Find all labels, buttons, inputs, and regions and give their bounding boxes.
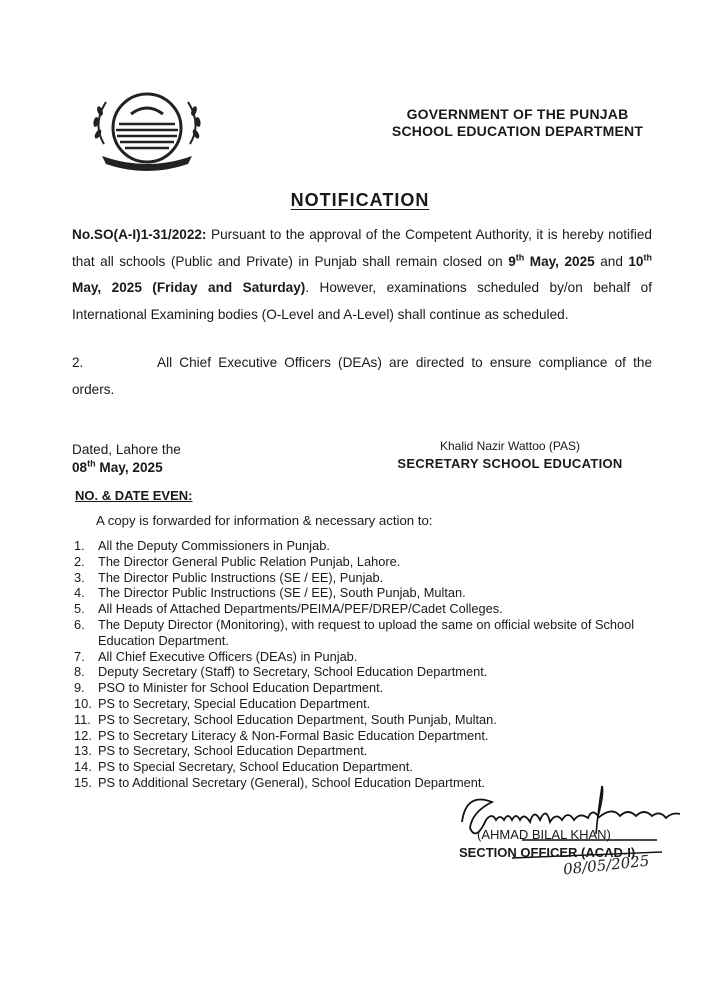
list-item-number: 11. (74, 711, 91, 727)
list-item (74, 538, 674, 554)
secretary-block (380, 438, 640, 472)
dated-place: Dated, Lahore the (72, 442, 181, 457)
paragraph-1: No.SO(A-I)1-31/2022: Pursuant to the approval of the Competent Authority, it is hereby notified that all schools (Public and Private) in Punjab shall remain closed on 9th May, 2025 and 10th May, 2025 (Friday and Saturday). However, examinations scheduled by/on behalf of International Examining bodies (O-Level and A-Level) shall continue as scheduled. (72, 227, 652, 322)
list-item-number: 6. (74, 616, 85, 632)
list-item (74, 617, 674, 649)
list-item (74, 554, 674, 570)
list-item-text: All Heads of Attached Departments/PEIMA/PEF/DREP/Cadet Colleges. (98, 601, 503, 617)
list-item-number: 7. (74, 648, 85, 664)
list-item-number: 9. (74, 680, 85, 696)
list-item (74, 743, 674, 759)
no-date-even-heading: NO. & DATE EVEN: (75, 488, 193, 503)
list-item-number: 2. (74, 553, 85, 569)
list-item-number: 1. (74, 538, 85, 553)
recipient-list (74, 538, 674, 791)
signatory-title: SECTION OFFICER (ACAD-I) (459, 845, 636, 860)
list-item-text: All Chief Executive Officers (DEAs) in Punjab. (98, 648, 358, 664)
list-item-text: The Director Public Instructions (SE / EE), Punjab. (98, 569, 384, 585)
list-item-text: PS to Secretary, Special Education Department. (98, 695, 371, 711)
list-item-number: 12. (74, 727, 92, 743)
closure-date-2: 10th May, 2025 (Friday and Saturday) (72, 251, 652, 295)
list-item-number: 13. (74, 743, 92, 759)
list-item (74, 585, 674, 601)
reference-number: No.SO(A-I)1-31/2022: (72, 227, 207, 242)
list-item-number: 8. (74, 664, 85, 680)
list-item (74, 601, 674, 617)
list-item (74, 649, 674, 665)
list-item-text: PS to Additional Secretary (General), School Education Department. (98, 774, 485, 790)
notification-title: NOTIFICATION (290, 190, 430, 210)
forward-text: A copy is forwarded for information & necessary action to: (96, 513, 433, 528)
secretary-name: Khalid Nazir Wattoo (PAS) (439, 439, 581, 453)
list-item (74, 696, 674, 712)
list-item (74, 728, 674, 744)
list-item-text: PSO to Minister for School Education Department. (98, 680, 384, 696)
closure-date-1: 9th May, 2025 (508, 251, 595, 269)
list-item-text: PS to Secretary, School Education Department. (98, 743, 368, 759)
list-item (74, 712, 674, 728)
list-item-number: 14. (74, 759, 92, 775)
list-item-text: PS to Secretary, School Education Department, South Punjab, Multan. (98, 711, 497, 727)
paragraph-2: 2. All Chief Executive Officers (DEAs) are directed to ensure compliance of the orders. (72, 350, 652, 403)
handwritten-date: 08/05/2025 (562, 851, 651, 879)
list-item (74, 680, 674, 696)
secretary-title: SECRETARY SCHOOL EDUCATION (397, 456, 623, 471)
list-item-text: Deputy Secretary (Staff) to Secretary, School Education Department. (98, 664, 488, 680)
government-header (375, 106, 660, 140)
list-item (74, 759, 674, 775)
dated-block (72, 441, 181, 477)
list-item-number: 10. (74, 695, 92, 711)
header-line-1: GOVERNMENT OF THE PUNJAB (406, 106, 629, 122)
list-item-number: 4. (74, 585, 85, 601)
list-item-number: 3. (74, 569, 85, 585)
list-item-number: 5. (74, 601, 85, 617)
paragraph-number: 2. (72, 355, 84, 370)
list-item (74, 664, 674, 680)
list-item-text: The Director General Public Relation Punjab, Lahore. (98, 553, 401, 569)
list-item-text: The Director Public Instructions (SE / EE), South Punjab, Multan. (98, 585, 466, 601)
punjab-emblem-icon (84, 84, 210, 176)
header-line-2: SCHOOL EDUCATION DEPARTMENT (391, 123, 644, 139)
list-item-text: The Deputy Director (Monitoring), with request to upload the same on official website of School Education Department. (98, 616, 635, 648)
list-item-text: All the Deputy Commissioners in Punjab. (98, 538, 330, 553)
list-item (74, 570, 674, 586)
signatory-name: (AHMAD BILAL KHAN) (477, 827, 611, 842)
list-item-number: 15. (74, 774, 92, 790)
list-item-text: PS to Secretary Literacy & Non-Formal Basic Education Department. (98, 727, 489, 743)
dated-date: 08th May, 2025 (72, 458, 163, 475)
list-item-text: PS to Special Secretary, School Education Department. (98, 759, 413, 775)
